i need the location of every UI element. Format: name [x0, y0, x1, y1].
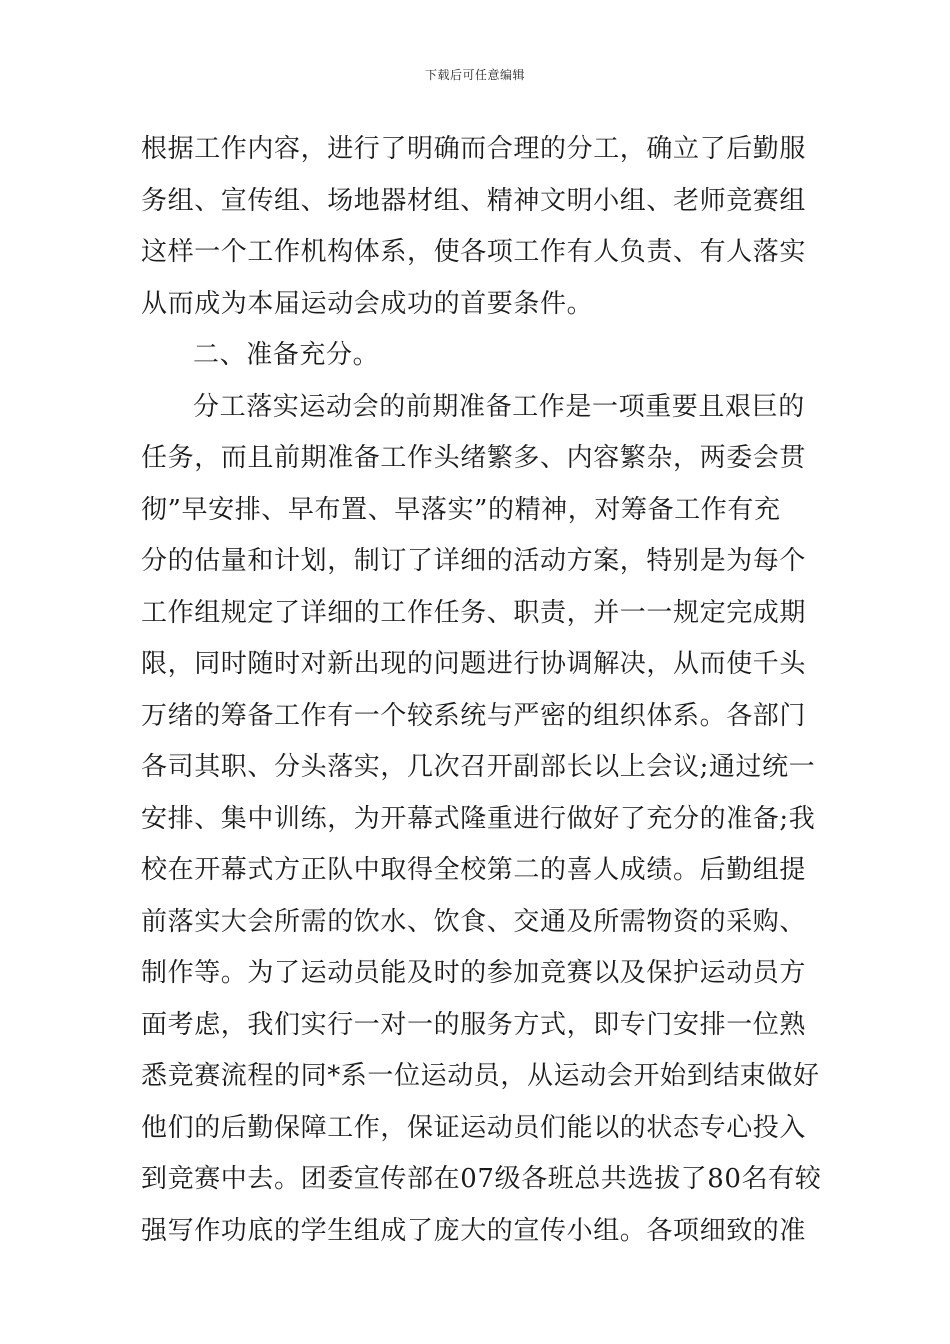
- text-line: 二、准备充分。: [193, 340, 380, 370]
- text-line: 各司其职、分头落实，几次召开副部长以上会议;通过统一: [141, 752, 816, 782]
- text-line: 万绪的筹备工作有一个较系统与严密的组织体系。各部门: [141, 700, 807, 731]
- text-line: 这样一个工作机构体系，使各项工作有人负责、有人落实: [141, 237, 807, 267]
- text-line: 工作组规定了详细的工作任务、职责，并一一规定完成期: [141, 597, 807, 628]
- text-line: 安排、集中训练，为开幕式隆重进行做好了充分的准备;我: [141, 803, 816, 834]
- text-line: 到竞赛中去。团委宣传部在07级各班总共选拔了80名有较: [141, 1164, 822, 1194]
- document-body: [141, 124, 822, 1257]
- text-line: 制作等。为了运动员能及时的参加竞赛以及保护运动员方: [141, 958, 807, 988]
- text-line: 根据工作内容，进行了明确而合理的分工，确立了后勤服: [141, 134, 807, 164]
- text-line: 务组、宣传组、场地器材组、精神文明小组、老师竞赛组: [141, 185, 807, 216]
- text-line: 前落实大会所需的饮水、饮食、交通及所需物资的采购、: [141, 906, 807, 937]
- text-line: 分工落实运动会的前期准备工作是一项重要且艰巨的: [193, 391, 805, 422]
- text-line: 彻”早安排、早布置、早落实”的精神，对筹备工作有充: [141, 494, 781, 525]
- text-line: 强写作功底的学生组成了庞大的宣传小组。各项细致的准: [141, 1215, 807, 1246]
- text-line: 从而成为本届运动会成功的首要条件。: [141, 288, 594, 319]
- text-line: 他们的后勤保障工作，保证运动员们能以的状态专心投入: [141, 1112, 807, 1143]
- text-line: 任务，而且前期准备工作头绪繁多、内容繁杂，两委会贯: [141, 443, 807, 473]
- text-line: 面考虑，我们实行一对一的服务方式，即专门安排一位熟: [141, 1009, 807, 1040]
- text-line: 限，同时随时对新出现的问题进行协调解决，从而使千头: [141, 649, 807, 679]
- text-line: 悉竞赛流程的同*系一位运动员，从运动会开始到结束做好: [141, 1061, 820, 1091]
- page-header: 下载后可任意编辑: [424, 68, 525, 82]
- text-line: 分的估量和计划，制订了详细的活动方案，特别是为每个: [141, 546, 807, 576]
- text-line: 校在开幕式方正队中取得全校第二的喜人成绩。后勤组提: [141, 855, 807, 885]
